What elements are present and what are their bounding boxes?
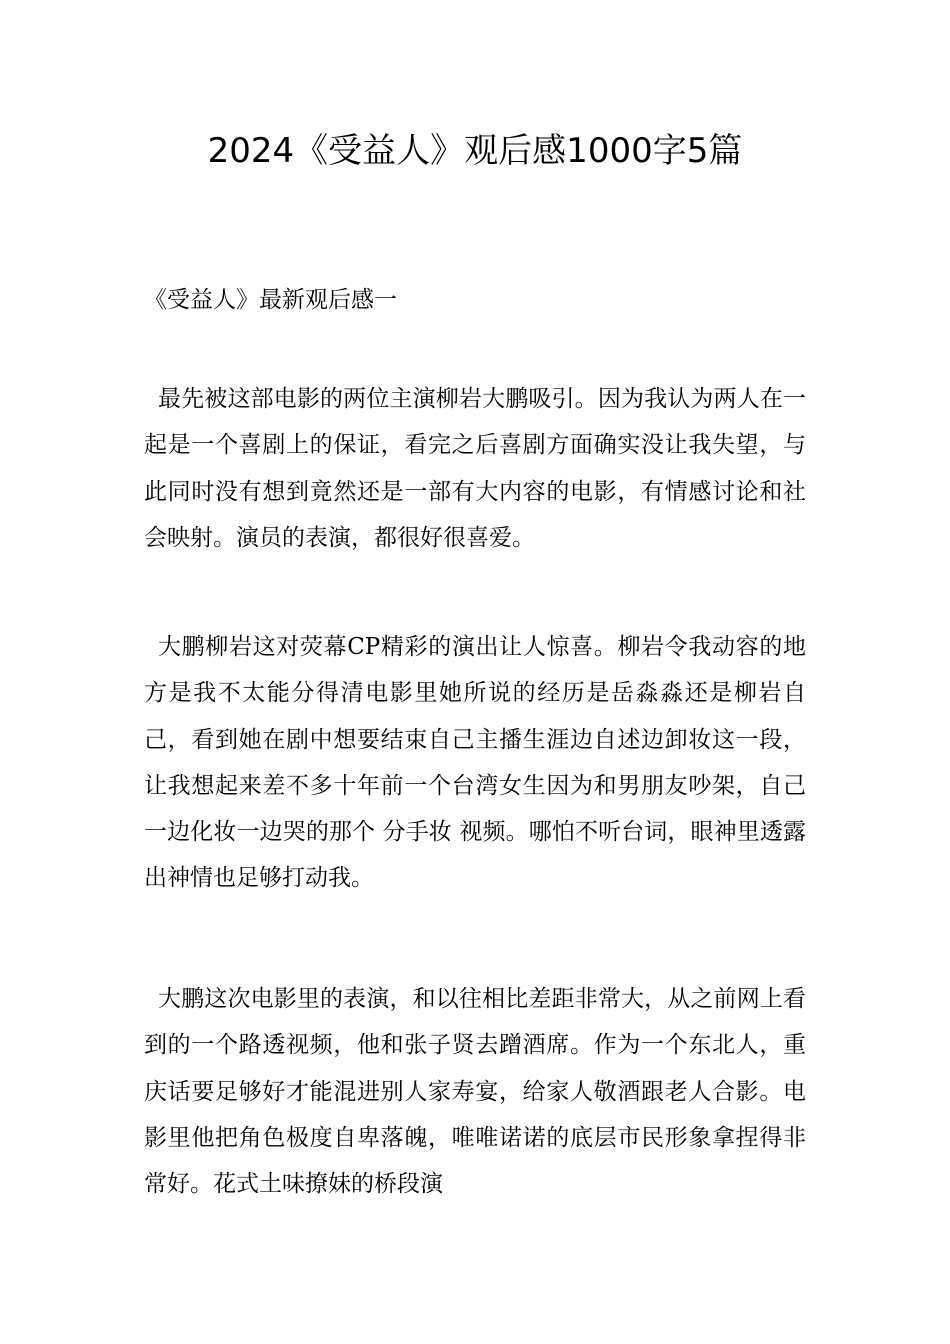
paragraph-1: 最先被这部电影的两位主演柳岩大鹏吸引。因为我认为两人在一起是一个喜剧上的保证，看完之后喜剧方面确实没让我失望，与此同时没有想到竟然还是一部有大内容的电影，有情感讨论和社会映射。演员的表演，都很好很喜爱。	[144, 386, 806, 551]
paragraph-2: 大鹏柳岩这对荧幕CP精彩的演出让人惊喜。柳岩令我动容的地方是我不太能分得清电影里她所说的经历是岳淼淼还是柳岩自己，看到她在剧中想要结束自己主播生涯边自述边卸妆这一段，让我想起来差不多十年前一个台湾女生因为和男朋友吵架，自己一边化妆一边哭的那个 分手妆 视频。哪怕不听台词，眼神里透露出神情也足够打动我。	[144, 634, 806, 892]
document-title: 2024《受益人》观后感1000字5篇	[207, 131, 743, 171]
section-heading: 《受益人》最新观后感一	[144, 287, 397, 313]
paragraph-3: 大鹏这次电影里的表演，和以往相比差距非常大，从之前网上看到的一个路透视频，他和张子贤去蹭酒席。作为一个东北人，重庆话要足够好才能混进别人家寿宴，给家人敬酒跟老人合影。电影里他把角色极度自卑落魄，唯唯诺诺的底层市民形象拿捏得非常好。花式土味撩妹的桥段演	[144, 986, 806, 1198]
